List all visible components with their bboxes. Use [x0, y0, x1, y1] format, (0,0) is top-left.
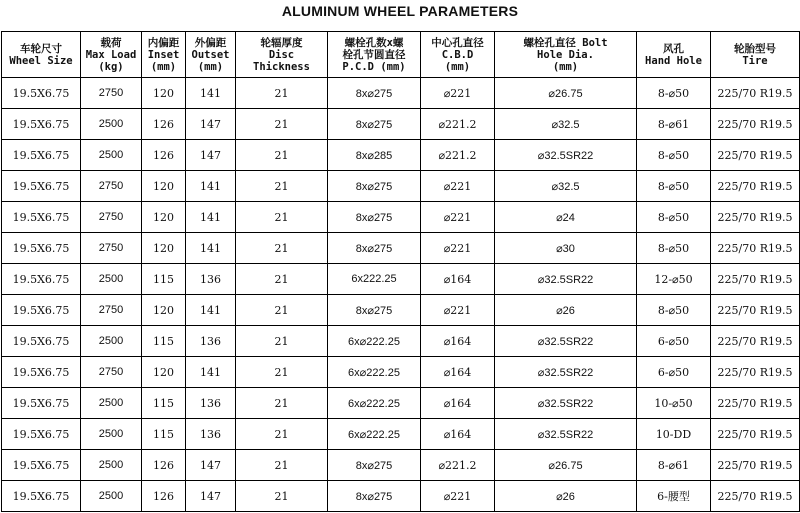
cell-max-load: 2750 — [81, 78, 142, 109]
header-line: 栓孔节圆直径 — [342, 48, 406, 61]
cell-bolt-hole-dia: ⌀26.75 — [495, 78, 637, 109]
page-title: ALUMINUM WHEEL PARAMETERS — [281, 3, 519, 19]
cell-wheel-size: 19.5X6.75 — [2, 78, 81, 109]
cell-pcd: 8x⌀275 — [328, 78, 421, 109]
cell-pcd: 8x⌀275 — [328, 450, 421, 481]
cell-bolt-hole-dia: ⌀30 — [495, 233, 637, 264]
cell-max-load: 2500 — [81, 419, 142, 450]
cell-bolt-hole-dia: ⌀32.5SR22 — [495, 388, 637, 419]
cell-hand-hole: 8-⌀50 — [637, 233, 711, 264]
table-row — [2, 202, 800, 233]
cell-cbd: ⌀221.2 — [421, 109, 495, 140]
cell-tire: 225/70 R19.5 — [711, 264, 800, 295]
cell-bolt-hole-dia: ⌀24 — [495, 202, 637, 233]
table-body — [2, 78, 800, 512]
cell-wheel-size: 19.5X6.75 — [2, 140, 81, 171]
table-row — [2, 481, 800, 512]
cell-inset: 120 — [142, 295, 186, 326]
cell-max-load: 2500 — [81, 450, 142, 481]
header-line: 车轮尺寸 — [20, 42, 62, 55]
cell-inset: 115 — [142, 326, 186, 357]
cell-wheel-size: 19.5X6.75 — [2, 419, 81, 450]
cell-outset: 141 — [186, 295, 236, 326]
cell-cbd: ⌀164 — [421, 326, 495, 357]
cell-outset: 147 — [186, 481, 236, 512]
cell-cbd: ⌀221 — [421, 202, 495, 233]
cell-tire: 225/70 R19.5 — [711, 326, 800, 357]
cell-tire: 225/70 R19.5 — [711, 109, 800, 140]
cell-tire: 225/70 R19.5 — [711, 388, 800, 419]
header-disc-thickness — [236, 32, 328, 78]
header-line: (mm) — [150, 60, 177, 73]
cell-inset: 120 — [142, 202, 186, 233]
table-header-row — [2, 32, 800, 78]
cell-hand-hole: 8-⌀61 — [637, 109, 711, 140]
header-line: 内偏距 — [147, 36, 180, 49]
cell-wheel-size: 19.5X6.75 — [2, 388, 81, 419]
cell-hand-hole: 6-⌀50 — [637, 326, 711, 357]
cell-cbd: ⌀164 — [421, 419, 495, 450]
cell-max-load: 2750 — [81, 171, 142, 202]
table-row — [2, 109, 800, 140]
header-line: Outset — [191, 48, 230, 61]
cell-disc-thickness: 21 — [236, 140, 328, 171]
cell-tire: 225/70 R19.5 — [711, 450, 800, 481]
header-line: 螺栓孔数x螺 — [344, 36, 404, 49]
cell-outset: 141 — [186, 78, 236, 109]
cell-cbd: ⌀221 — [421, 295, 495, 326]
cell-wheel-size: 19.5X6.75 — [2, 357, 81, 388]
header-line: (mm) — [444, 60, 471, 73]
table-row — [2, 171, 800, 202]
cell-max-load: 2500 — [81, 264, 142, 295]
cell-inset: 126 — [142, 450, 186, 481]
cell-disc-thickness: 21 — [236, 171, 328, 202]
header-line: Tire — [742, 54, 768, 67]
cell-max-load: 2500 — [81, 109, 142, 140]
table-row — [2, 140, 800, 171]
cell-cbd: ⌀221.2 — [421, 140, 495, 171]
cell-bolt-hole-dia: ⌀26 — [495, 481, 637, 512]
cell-disc-thickness: 21 — [236, 233, 328, 264]
header-outset — [186, 32, 236, 78]
header-inset — [142, 32, 186, 78]
cell-cbd: ⌀164 — [421, 357, 495, 388]
header-line: 外偏距 — [194, 36, 227, 49]
header-max-load — [81, 32, 142, 78]
cell-inset: 120 — [142, 171, 186, 202]
cell-pcd: 6x⌀222.25 — [328, 388, 421, 419]
header-line: 中心孔直径 — [431, 36, 484, 49]
cell-disc-thickness: 21 — [236, 357, 328, 388]
header-line: Max Load — [85, 48, 137, 61]
cell-bolt-hole-dia: ⌀26 — [495, 295, 637, 326]
cell-bolt-hole-dia: ⌀32.5SR22 — [495, 326, 637, 357]
header-line: Thickness — [253, 60, 310, 73]
cell-inset: 126 — [142, 140, 186, 171]
cell-wheel-size: 19.5X6.75 — [2, 295, 81, 326]
cell-inset: 120 — [142, 357, 186, 388]
cell-pcd: 8x⌀275 — [328, 171, 421, 202]
header-line: (kg) — [98, 60, 124, 73]
header-line: Hole Dia. — [537, 48, 594, 61]
cell-disc-thickness: 21 — [236, 419, 328, 450]
cell-hand-hole: 8-⌀50 — [637, 140, 711, 171]
cell-bolt-hole-dia: ⌀32.5SR22 — [495, 140, 637, 171]
cell-inset: 120 — [142, 233, 186, 264]
header-line: Wheel Size — [9, 54, 73, 67]
cell-cbd: ⌀221.2 — [421, 450, 495, 481]
table-row — [2, 450, 800, 481]
cell-tire: 225/70 R19.5 — [711, 78, 800, 109]
cell-cbd: ⌀221 — [421, 233, 495, 264]
cell-outset: 136 — [186, 419, 236, 450]
cell-tire: 225/70 R19.5 — [711, 419, 800, 450]
cell-disc-thickness: 21 — [236, 481, 328, 512]
cell-bolt-hole-dia: ⌀32.5 — [495, 171, 637, 202]
cell-tire: 225/70 R19.5 — [711, 295, 800, 326]
cell-bolt-hole-dia: ⌀32.5SR22 — [495, 264, 637, 295]
header-line: 轮胎型号 — [734, 42, 776, 55]
cell-outset: 136 — [186, 264, 236, 295]
cell-disc-thickness: 21 — [236, 264, 328, 295]
cell-max-load: 2750 — [81, 202, 142, 233]
wheel-parameters-table — [1, 31, 800, 512]
cell-bolt-hole-dia: ⌀32.5SR22 — [495, 419, 637, 450]
cell-bolt-hole-dia: ⌀32.5SR22 — [495, 357, 637, 388]
cell-outset: 141 — [186, 202, 236, 233]
cell-wheel-size: 19.5X6.75 — [2, 109, 81, 140]
cell-max-load: 2500 — [81, 140, 142, 171]
cell-pcd: 8x⌀275 — [328, 481, 421, 512]
cell-wheel-size: 19.5X6.75 — [2, 264, 81, 295]
cell-pcd: 6x222.25 — [328, 264, 421, 295]
header-cbd — [421, 32, 495, 78]
cell-pcd: 8x⌀275 — [328, 233, 421, 264]
cell-disc-thickness: 21 — [236, 450, 328, 481]
cell-hand-hole: 8-⌀50 — [637, 295, 711, 326]
cell-outset: 141 — [186, 357, 236, 388]
cell-inset: 115 — [142, 388, 186, 419]
header-hand-hole — [637, 32, 711, 78]
cell-cbd: ⌀221 — [421, 171, 495, 202]
cell-max-load: 2500 — [81, 481, 142, 512]
cell-outset: 147 — [186, 109, 236, 140]
cell-pcd: 6x⌀222.25 — [328, 419, 421, 450]
header-line: Hand Hole — [645, 54, 702, 67]
cell-outset: 136 — [186, 326, 236, 357]
cell-tire: 225/70 R19.5 — [711, 357, 800, 388]
cell-pcd: 8x⌀275 — [328, 202, 421, 233]
cell-tire: 225/70 R19.5 — [711, 233, 800, 264]
header-wheel-size — [2, 32, 81, 78]
cell-cbd: ⌀164 — [421, 264, 495, 295]
cell-hand-hole: 8-⌀61 — [637, 450, 711, 481]
header-line: 轮辐厚度 — [260, 36, 303, 49]
table-row — [2, 326, 800, 357]
table-row — [2, 264, 800, 295]
cell-hand-hole: 6-腰型 — [637, 481, 711, 512]
cell-disc-thickness: 21 — [236, 295, 328, 326]
cell-disc-thickness: 21 — [236, 78, 328, 109]
header-line: 螺栓孔直径 Bolt — [523, 36, 608, 49]
cell-tire: 225/70 R19.5 — [711, 481, 800, 512]
cell-inset: 115 — [142, 264, 186, 295]
table-row — [2, 233, 800, 264]
table-row — [2, 78, 800, 109]
header-line: Disc — [268, 48, 295, 61]
cell-wheel-size: 19.5X6.75 — [2, 481, 81, 512]
cell-max-load: 2750 — [81, 233, 142, 264]
cell-wheel-size: 19.5X6.75 — [2, 326, 81, 357]
cell-outset: 141 — [186, 171, 236, 202]
cell-pcd: 6x⌀222.25 — [328, 357, 421, 388]
cell-tire: 225/70 R19.5 — [711, 171, 800, 202]
header-line: 载荷 — [100, 36, 122, 49]
cell-hand-hole: 8-⌀50 — [637, 78, 711, 109]
header-line: Inset — [147, 48, 180, 61]
cell-inset: 120 — [142, 78, 186, 109]
cell-max-load: 2750 — [81, 295, 142, 326]
cell-hand-hole: 12-⌀50 — [637, 264, 711, 295]
cell-max-load: 2500 — [81, 388, 142, 419]
cell-pcd: 8x⌀275 — [328, 109, 421, 140]
cell-bolt-hole-dia: ⌀32.5 — [495, 109, 637, 140]
cell-inset: 115 — [142, 419, 186, 450]
cell-tire: 225/70 R19.5 — [711, 202, 800, 233]
header-pcd — [328, 32, 421, 78]
table-row — [2, 419, 800, 450]
cell-pcd: 8x⌀275 — [328, 295, 421, 326]
cell-inset: 126 — [142, 481, 186, 512]
cell-cbd: ⌀164 — [421, 388, 495, 419]
cell-max-load: 2750 — [81, 357, 142, 388]
header-bolt-hole-dia — [495, 32, 637, 78]
cell-hand-hole: 10-⌀50 — [637, 388, 711, 419]
cell-bolt-hole-dia: ⌀26.75 — [495, 450, 637, 481]
cell-hand-hole: 6-⌀50 — [637, 357, 711, 388]
cell-outset: 147 — [186, 450, 236, 481]
cell-pcd: 6x⌀222.25 — [328, 326, 421, 357]
cell-wheel-size: 19.5X6.75 — [2, 202, 81, 233]
header-line: (mm) — [197, 60, 224, 73]
cell-inset: 126 — [142, 109, 186, 140]
header-line: 风孔 — [663, 42, 684, 55]
cell-pcd: 8x⌀285 — [328, 140, 421, 171]
table-row — [2, 388, 800, 419]
cell-max-load: 2500 — [81, 326, 142, 357]
header-line: C.B.D — [441, 48, 474, 61]
cell-wheel-size: 19.5X6.75 — [2, 233, 81, 264]
cell-disc-thickness: 21 — [236, 109, 328, 140]
header-line: P.C.D (mm) — [342, 60, 406, 73]
cell-wheel-size: 19.5X6.75 — [2, 171, 81, 202]
cell-outset: 136 — [186, 388, 236, 419]
cell-hand-hole: 10-DD — [637, 419, 711, 450]
cell-cbd: ⌀221 — [421, 78, 495, 109]
cell-outset: 141 — [186, 233, 236, 264]
cell-hand-hole: 8-⌀50 — [637, 202, 711, 233]
header-tire — [711, 32, 800, 78]
cell-hand-hole: 8-⌀50 — [637, 171, 711, 202]
table-row — [2, 357, 800, 388]
cell-cbd: ⌀221 — [421, 481, 495, 512]
cell-tire: 225/70 R19.5 — [711, 140, 800, 171]
header-line: (mm) — [552, 60, 579, 73]
cell-wheel-size: 19.5X6.75 — [2, 450, 81, 481]
cell-outset: 147 — [186, 140, 236, 171]
cell-disc-thickness: 21 — [236, 388, 328, 419]
table-row — [2, 295, 800, 326]
cell-disc-thickness: 21 — [236, 326, 328, 357]
cell-disc-thickness: 21 — [236, 202, 328, 233]
